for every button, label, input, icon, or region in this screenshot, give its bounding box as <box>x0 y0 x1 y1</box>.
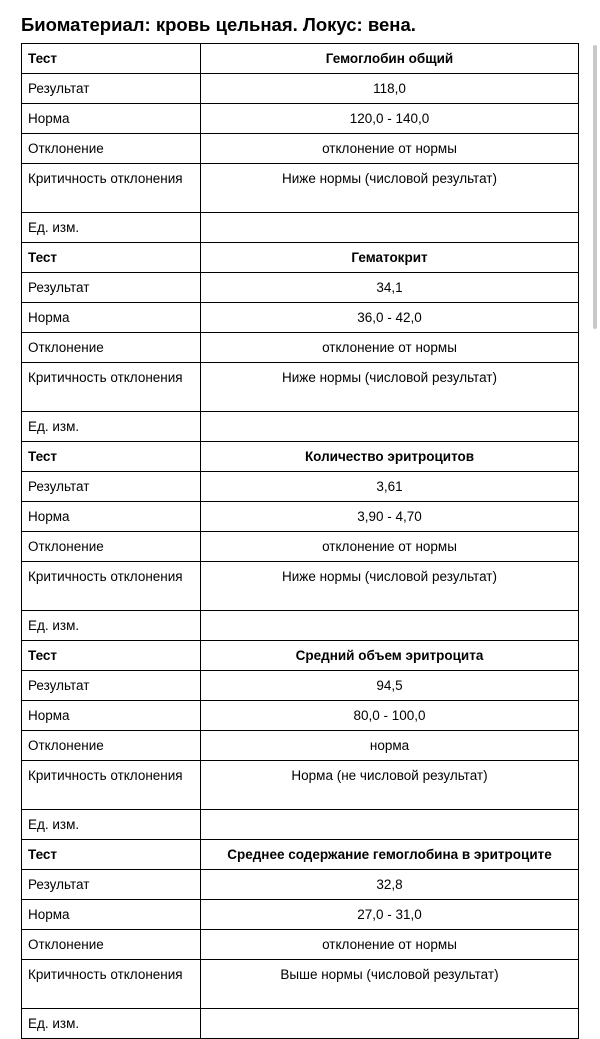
result-label: Результат <box>22 472 201 502</box>
table-row-deviation <box>22 333 579 363</box>
result-value: 94,5 <box>201 671 579 701</box>
table-row-result <box>22 870 579 900</box>
deviation-value: отклонение от нормы <box>201 333 579 363</box>
norm-value: 36,0 - 42,0 <box>201 303 579 333</box>
norm-label: Норма <box>22 900 201 930</box>
table-row-norm <box>22 900 579 930</box>
table-row-deviation <box>22 930 579 960</box>
results-table-body <box>22 44 579 1039</box>
table-row-criticality <box>22 562 579 611</box>
criticality-value: Выше нормы (числовой результат) <box>201 960 579 1009</box>
table-row-criticality <box>22 164 579 213</box>
criticality-label: Критичность отклонения <box>22 164 201 213</box>
test-name-label: Тест <box>22 243 201 273</box>
test-name-label: Тест <box>22 442 201 472</box>
test-name-value: Среднее содержание гемоглобина в эритроците <box>201 840 579 870</box>
test-name-label: Тест <box>22 641 201 671</box>
unit-label: Ед. изм. <box>22 611 201 641</box>
table-row-result <box>22 74 579 104</box>
table-row-test-name <box>22 442 579 472</box>
criticality-value: Ниже нормы (числовой результат) <box>201 562 579 611</box>
table-row-result <box>22 472 579 502</box>
result-value: 34,1 <box>201 273 579 303</box>
result-label: Результат <box>22 870 201 900</box>
unit-label: Ед. изм. <box>22 1009 201 1039</box>
table-row-norm <box>22 104 579 134</box>
table-row-deviation <box>22 134 579 164</box>
table-row-deviation <box>22 532 579 562</box>
result-value: 32,8 <box>201 870 579 900</box>
unit-value <box>201 412 579 442</box>
table-row-norm <box>22 701 579 731</box>
table-row-norm <box>22 303 579 333</box>
criticality-label: Критичность отклонения <box>22 761 201 810</box>
table-row-test-name <box>22 840 579 870</box>
deviation-label: Отклонение <box>22 930 201 960</box>
table-row-test-name <box>22 641 579 671</box>
table-row-norm <box>22 502 579 532</box>
test-name-label: Тест <box>22 44 201 74</box>
norm-value: 120,0 - 140,0 <box>201 104 579 134</box>
table-row-unit <box>22 611 579 641</box>
deviation-label: Отклонение <box>22 731 201 761</box>
table-row-test-name <box>22 243 579 273</box>
criticality-value: Ниже нормы (числовой результат) <box>201 164 579 213</box>
result-value: 118,0 <box>201 74 579 104</box>
norm-value: 3,90 - 4,70 <box>201 502 579 532</box>
result-label: Результат <box>22 671 201 701</box>
page-title: Биоматериал: кровь цельная. Локус: вена. <box>21 14 416 35</box>
result-label: Результат <box>22 273 201 303</box>
table-row-criticality <box>22 363 579 412</box>
table-row-result <box>22 671 579 701</box>
criticality-label: Критичность отклонения <box>22 562 201 611</box>
criticality-value: Норма (не числовой результат) <box>201 761 579 810</box>
criticality-value: Ниже нормы (числовой результат) <box>201 363 579 412</box>
deviation-value: отклонение от нормы <box>201 930 579 960</box>
norm-label: Норма <box>22 502 201 532</box>
unit-label: Ед. изм. <box>22 213 201 243</box>
table-row-unit <box>22 213 579 243</box>
unit-label: Ед. изм. <box>22 412 201 442</box>
results-table <box>21 43 579 1039</box>
criticality-label: Критичность отклонения <box>22 960 201 1009</box>
table-row-criticality <box>22 960 579 1009</box>
test-name-label: Тест <box>22 840 201 870</box>
table-row-unit <box>22 412 579 442</box>
table-row-test-name <box>22 44 579 74</box>
result-label: Результат <box>22 74 201 104</box>
unit-value <box>201 611 579 641</box>
table-row-unit <box>22 1009 579 1039</box>
deviation-label: Отклонение <box>22 532 201 562</box>
result-value: 3,61 <box>201 472 579 502</box>
table-row-deviation <box>22 731 579 761</box>
test-name-value: Гематокрит <box>201 243 579 273</box>
test-name-value: Гемоглобин общий <box>201 44 579 74</box>
deviation-value: норма <box>201 731 579 761</box>
deviation-value: отклонение от нормы <box>201 134 579 164</box>
norm-label: Норма <box>22 701 201 731</box>
unit-value <box>201 1009 579 1039</box>
table-row-criticality <box>22 761 579 810</box>
criticality-label: Критичность отклонения <box>22 363 201 412</box>
norm-label: Норма <box>22 303 201 333</box>
unit-value <box>201 213 579 243</box>
table-row-unit <box>22 810 579 840</box>
norm-label: Норма <box>22 104 201 134</box>
deviation-label: Отклонение <box>22 333 201 363</box>
deviation-label: Отклонение <box>22 134 201 164</box>
test-name-value: Средний объем эритроцита <box>201 641 579 671</box>
unit-value <box>201 810 579 840</box>
unit-label: Ед. изм. <box>22 810 201 840</box>
norm-value: 80,0 - 100,0 <box>201 701 579 731</box>
table-row-result <box>22 273 579 303</box>
norm-value: 27,0 - 31,0 <box>201 900 579 930</box>
vertical-scrollbar[interactable] <box>593 45 597 329</box>
deviation-value: отклонение от нормы <box>201 532 579 562</box>
test-name-value: Количество эритроцитов <box>201 442 579 472</box>
